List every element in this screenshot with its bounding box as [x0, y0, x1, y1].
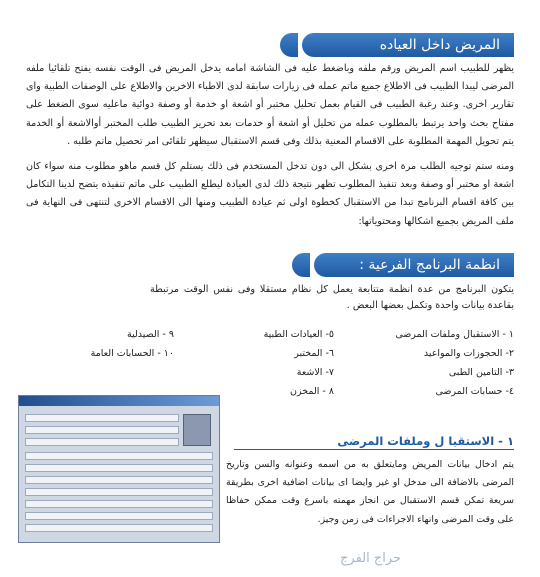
module-item: ٧- الاشعة	[296, 367, 334, 378]
form-field	[25, 452, 213, 460]
reception-heading: ١ - الاستقبا ل وملفات المرضى	[337, 434, 514, 448]
form-field	[25, 512, 213, 520]
form-field	[25, 426, 179, 434]
module-item: ٢- الحجوزات والمواعيد	[423, 348, 514, 359]
form-field	[25, 524, 213, 532]
reception-paragraph: يتم ادخال بيانات المريض ومايتعلق به من اسمه وعنوانه والسن وتاريخ المرضى بالاضافة الى مدخل او غير وايضا اى بيانات اضافية اخرى بطريقة سريعة تمكن قسم الاستقبال من انجاز مهمته باسرع وقت ممكن حفاظا على وقت المرضى وانهاء الاجراءات فى زمن وجيز.	[226, 459, 514, 525]
modules-column-1	[364, 325, 514, 401]
module-item: ٥- العيادات الطبية	[263, 329, 334, 340]
form-field	[25, 500, 213, 508]
module-item: ٦- المختبر	[294, 348, 334, 359]
module-item: ٩ - الصيدلية	[126, 329, 174, 340]
subsystems-title-banner	[314, 253, 514, 277]
paragraph-doctor-view: يظهر للطبيب اسم المريض ورقم ملفه وباضغط عليه فى الشاشة امامه يدخل المريض فى الوقت نفسه يفتح تلقائيا ملفه المرضى ليبدا الطبيب فى الاطلاع جميع ماتم عمله فى زيارات سابقة لدى الاطباء الاخرين والاطلاع على الوصفات الطبية واى تقارير اخرى. وعند رغبة الطبيب فى القيام بعمل تحليل مختبر أو اشعة او خدمة أو وصفة دوائية ماعليه سوى الضغط على مفتاح بحث واحد يرتبط بالمطلوب عمله من تحليل أو اشعة أو خدمات بعد تحرير الطبيب طلب المختبر أوالاشعة أو الخدمة يتم تحويل المهمة المطلوبة على الاقسام المعنية بذلك وفى قسم الاستقبال سيظهر تلقائى امر تحصيل ماتم طلبه .	[26, 63, 514, 147]
patient-photo-placeholder	[183, 414, 211, 446]
paragraph-integration: ومنه ستم توجيه الطلب مرة اخرى بشكل الى دون تدخل المستخدم فى ذلك يستلم كل قسم ماهو مطلوب منه سواء كان اشعة او مختبر أو وصفة وبعد تنفيذ المطلوب تظهر نتيجة ذلك لدى العيادة ليطلع الطبيب على ماتم تنفيذه يتضح لدينا التكامل بين كافة اقسام البرنامج تبدا من الاستقبال كخطوة اولى ثم عيادة الطبيب ومنها الى الاقسام الاخرى لتنتهى فى النهاية فى ملف المريض بجميع اشكالها ومحتوياتها:	[26, 161, 514, 227]
module-item: ٣- التامين الطبى	[448, 367, 514, 378]
module-item: ٨ - المخزن	[290, 386, 334, 397]
watermark: حراج الفرج	[340, 551, 402, 566]
form-field	[25, 464, 213, 472]
banner-accent	[280, 33, 298, 57]
modules-column-3	[24, 325, 174, 363]
form-field	[25, 414, 179, 422]
heading-underline	[234, 449, 514, 450]
section-title: المريض داخل العياده	[379, 37, 500, 53]
modules-list	[26, 325, 514, 401]
subsystems-intro: يتكون البرنامج من عدة انظمة متتابعة يعمل كل نظام مستقلا وفى نفس الوقت مرتبطة بقاعدة بيانات واحدة وتكمل بعضها البعض .	[150, 284, 514, 311]
banner-accent	[292, 253, 310, 277]
form-field	[25, 476, 213, 484]
modules-column-2	[184, 325, 334, 401]
subsystems-title: انظمة البرنامج الفرعية :	[359, 257, 500, 273]
software-screenshot-thumbnail	[18, 395, 220, 543]
form-field	[25, 488, 213, 496]
module-item: ١٠ - الحسابات العامة	[90, 348, 174, 359]
module-item: ١ - الاستقبال وملفات المرضى	[395, 329, 514, 340]
module-item: ٤- حسابات المرضى	[435, 386, 514, 397]
section-title-banner	[302, 33, 514, 57]
thumbnail-titlebar	[19, 396, 219, 406]
form-field	[25, 438, 179, 446]
